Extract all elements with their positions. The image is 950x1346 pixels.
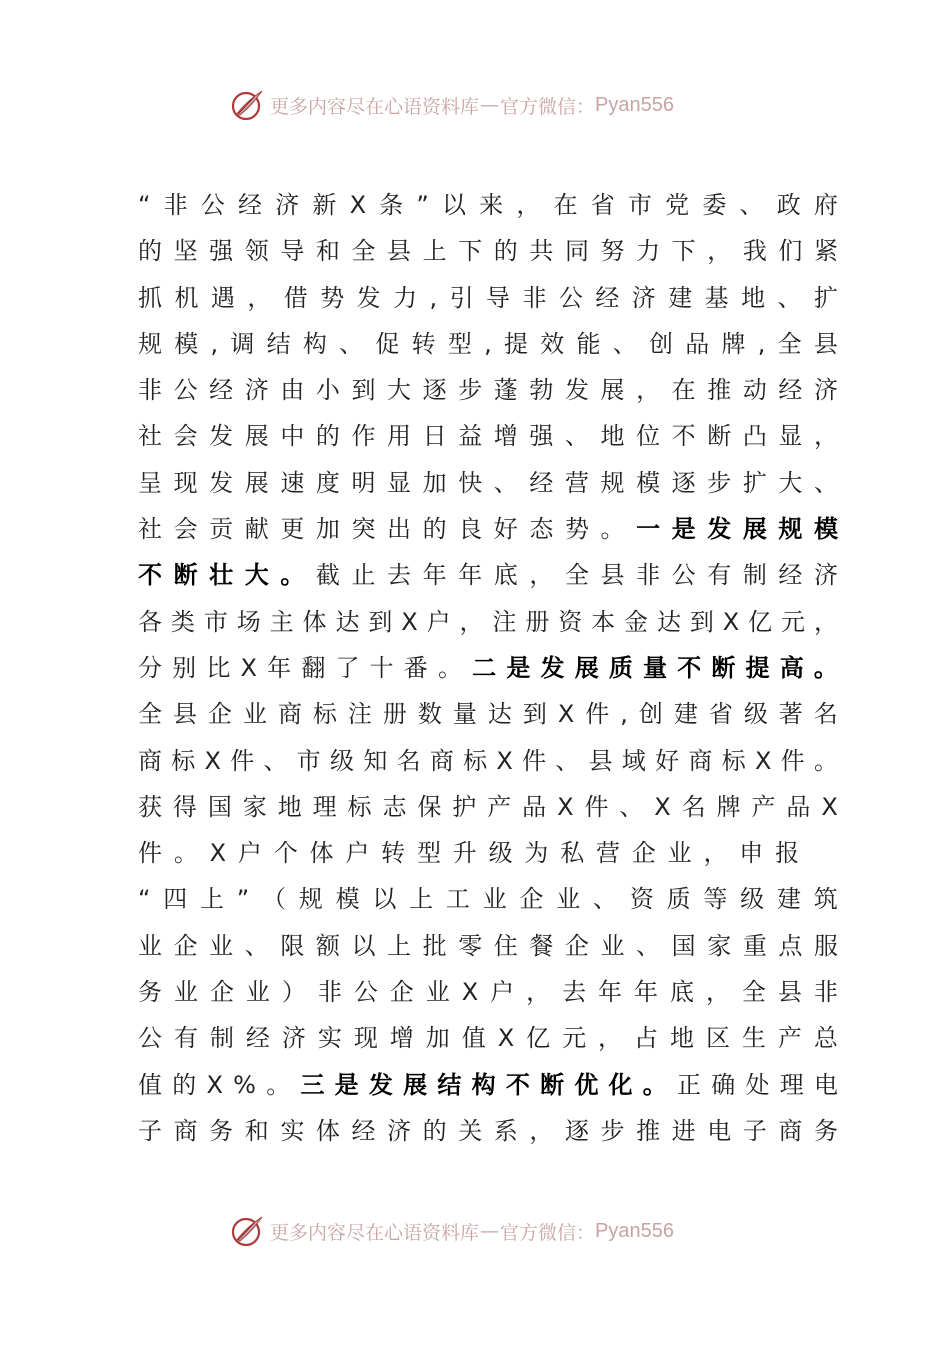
text-line: 公 有 制 经 济 实 现 增 加 值 X 亿 元 ， 占 地 区 生 产 总 [138,1024,838,1053]
watermark-text: 更多内容尽在心语资料库 [270,95,480,118]
text-line: 业 企 业 、 限 额 以 上 批 零 住 餐 企 业 、 国 家 重 点 服 [138,931,838,960]
text-line: 社 会 发 展 中 的 作 用 日 益 增 强 、 地 位 不 断 凸 显 ， [138,422,838,451]
watermark-separator: — [480,94,500,116]
text-line: 全 县 企 业 商 标 注 册 数 量 达 到 X 件 , 创 建 省 级 著 名 [138,700,838,729]
quill-logo-icon [228,85,268,125]
text-line: 值 的 X % 。 三 是 发 展 结 构 不 断 优 化 。 正 确 处 理 电 [138,1070,838,1099]
quill-logo-icon [228,1211,268,1251]
text-line: 件 。 X 户 个 体 户 转 型 升 级 为 私 营 企 业 ， 申 报 [138,839,800,868]
document-body [138,182,838,1154]
wechat-label: 官方微信： [500,1221,596,1244]
text-line: 抓 机 遇 ， 借 势 发 力 , 引 导 非 公 经 济 建 基 地 、 扩 [138,283,838,312]
text-line: 不 断 壮 大 。 截 止 去 年 年 底 ， 全 县 非 公 有 制 经 济 [138,561,838,590]
text-line: “ 非 公 经 济 新 X 条 ” 以 来 ， 在 省 市 党 委 、 政 府 [138,191,838,219]
text-line: 子 商 务 和 实 体 经 济 的 关 系 ， 逐 步 推 进 电 子 商 务 [138,1116,838,1145]
text-line: 分 别 比 X 年 翻 了 十 番 。 二 是 发 展 质 量 不 断 提 高 。 [138,653,838,682]
watermark-text: 更多内容尽在心语资料库 [270,1221,480,1244]
wechat-id: Pyan556 [595,93,674,116]
text-line: 社 会 贡 献 更 加 突 出 的 良 好 态 势 。 一 是 发 展 规 模 [138,515,838,544]
wechat-label: 官方微信： [500,95,596,118]
wechat-id: Pyan556 [595,1219,674,1242]
text-line: 的 坚 强 领 导 和 全 县 上 下 的 共 同 努 力 下 ， 我 们 紧 [138,237,838,266]
text-line: 各 类 市 场 主 体 达 到 X 户 ， 注 册 资 本 金 达 到 X 亿 元 ， [138,607,838,636]
text-line: “ 四 上 ” （ 规 模 以 上 工 业 企 业 、 资 质 等 级 建 筑 [138,885,838,914]
text-line: 获 得 国 家 地 理 标 志 保 护 产 品 X 件 、 X 名 牌 产 品 X [138,792,838,821]
text-line: 商 标 X 件 、 市 级 知 名 商 标 X 件 、 县 域 好 商 标 X 件 。 [138,746,838,775]
watermark-separator: — [480,1220,500,1242]
text-line: 呈 现 发 展 速 度 明 显 加 快 、 经 营 规 模 逐 步 扩 大 、 [138,468,838,497]
header-watermark [228,85,674,125]
text-line: 规 模 , 调 结 构 、 促 转 型 , 提 效 能 、 创 品 牌 , 全 县 [138,329,838,358]
text-line: 务 业 企 业 ） 非 公 企 业 X 户 ， 去 年 年 底 ， 全 县 非 [138,978,838,1007]
text-line: 非 公 经 济 由 小 到 大 逐 步 蓬 勃 发 展 ， 在 推 动 经 济 [138,376,838,405]
footer-watermark [228,1211,674,1251]
